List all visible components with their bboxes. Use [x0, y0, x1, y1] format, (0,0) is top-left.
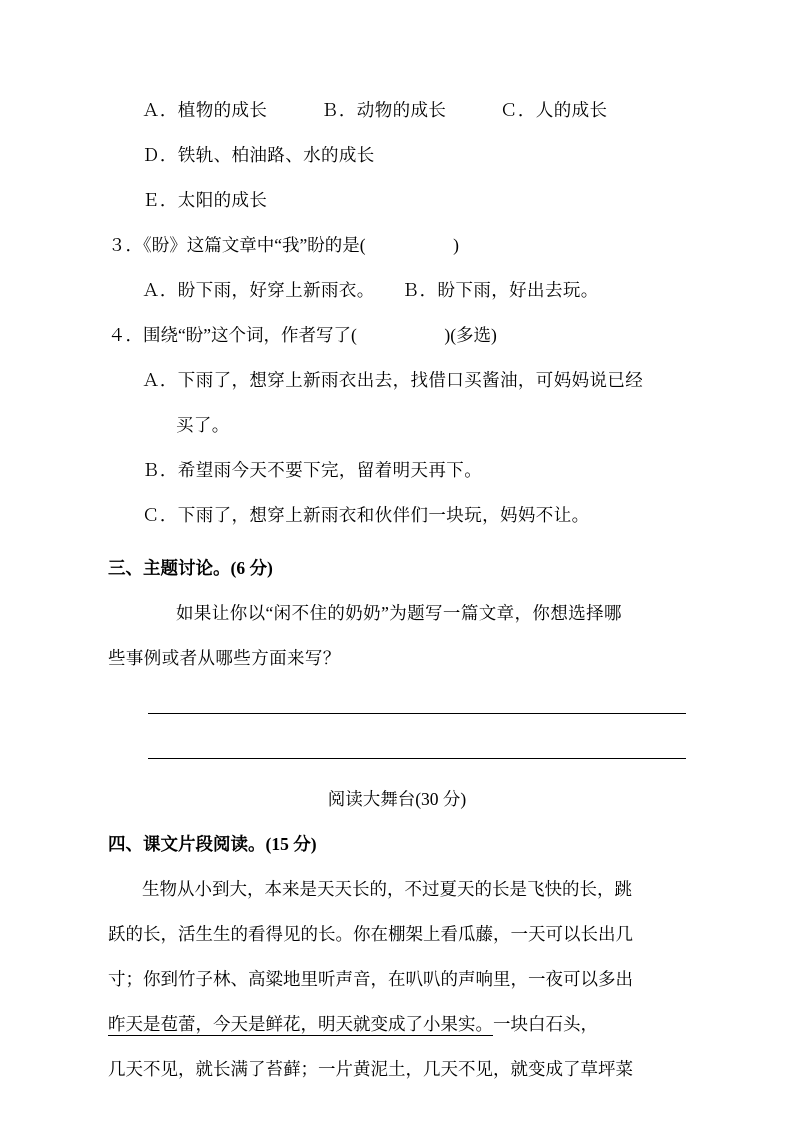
passage-line-3: 寸；你到竹子林、高粱地里听声音，在叭叭的声响里，一夜可以多出 [108, 969, 633, 989]
question4-option-a-line-2: 买了。 [176, 415, 230, 435]
passage-line-5: 几天不见，就长满了苔藓；一片黄泥土，几天不见，就变成了草坪菜 [108, 1059, 633, 1079]
passage-underlined-fragment: 昨天是苞蕾，今天是鲜花，明天就变成了小果实。 [108, 1014, 493, 1034]
reading-banner: 阅读大舞台(30 分) [327, 789, 467, 809]
passage-line-4 [108, 1002, 686, 1047]
question4-option-c: Ｃ．下雨了，想穿上新雨衣和伙伴们一块玩，妈妈不让。 [142, 505, 590, 525]
answer-rule [148, 758, 686, 759]
answer-line-2[interactable] [108, 726, 686, 771]
question2-option-line-2: Ｄ．铁轨、柏油路、水的成长 [142, 145, 375, 165]
answer-line-1[interactable] [108, 681, 686, 726]
question3-stem: ３．《盼》这篇文章中“我”盼的是( ) [108, 235, 459, 255]
question4-option-a-line-1: Ａ．下雨了，想穿上新雨衣出去，找借口买酱油，可妈妈说已经 [142, 370, 644, 390]
section-three-prompt-line-1: 如果让你以“闲不住的奶奶”为题写一篇文章，你想选择哪 [176, 603, 622, 623]
question3-options: Ａ．盼下雨，好穿上新雨衣。 Ｂ．盼下雨，好出去玩。 [142, 280, 599, 300]
question2-option-line-3: Ｅ．太阳的成长 [142, 190, 268, 210]
question4-stem: ４．围绕“盼”这个词，作者写了( )(多选) [108, 325, 497, 345]
section-three-prompt-line-2: 些事例或者从哪些方面来写？ [108, 648, 341, 668]
question2-option-line-1: Ａ．植物的成长 Ｂ．动物的成长 Ｃ．人的成长 [142, 100, 608, 120]
section-three-heading: 三、主题讨论。(6 分) [108, 558, 273, 578]
page-content [108, 88, 686, 1092]
passage-line-2: 跃的长，活生生的看得见的长。你在棚架上看瓜藤，一天可以长出几 [108, 924, 633, 944]
question4-option-b: Ｂ．希望雨今天不要下完，留着明天再下。 [142, 460, 483, 480]
answer-rule [148, 713, 686, 714]
section-four-heading: 四、课文片段阅读。(15 分) [108, 834, 317, 854]
reading-passage [108, 867, 686, 1092]
passage-line-4-tail: 一块白石头， [493, 1014, 598, 1034]
passage-line-1: 生物从小到大，本来是天天长的，不过夏天的长是飞快的长，跳 [142, 879, 632, 899]
